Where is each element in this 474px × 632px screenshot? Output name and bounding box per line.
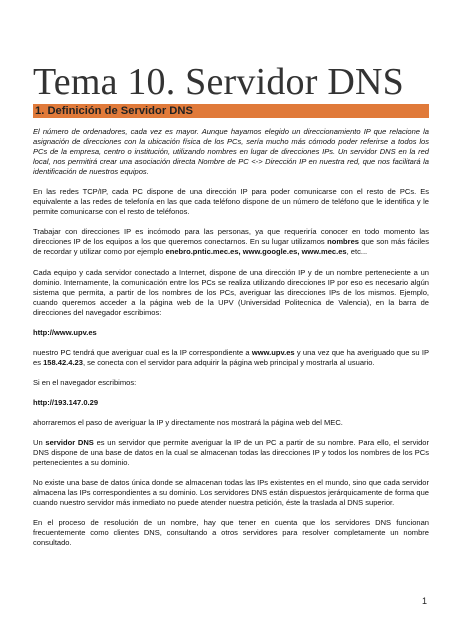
paragraph-nombres	[33, 227, 429, 257]
text: , etc...	[346, 247, 368, 257]
bold-text: servidor DNS	[45, 438, 94, 448]
bold-text: enebro.pntic.mec.es, www.google.es, www.mec.es	[165, 247, 347, 257]
document-body	[33, 127, 429, 558]
paragraph-dominio: Cada equipo y cada servidor conectado a Internet, dispone de una dirección IP y de un nombre perteneciente a un dominio. Internamente, la comunicación entre los PCs se realiza utilizando direcciones IP por eso es necesario algún sistema que permita, a partir de los nombres de los PCs, averiguar las direcciones IPs de los mismos. Ejemplo, cuando queremos acceder a la página web de la UPV (Universidad Politecnica de Valencia), en la barra de direcciones del navegador escribimos:	[33, 267, 429, 317]
url-example-upv: http://www.upv.es	[33, 327, 97, 337]
text: Un	[33, 438, 46, 448]
paragraph-averiguar-ip	[33, 348, 429, 368]
paragraph-jerarquia: No existe una base de datos única donde se almacenan todas las IPs existentes en el mundo, sino que cada servidor almacena las IPs correspondientes a su dominio. Los servidores DNS están dispuestos jerárquicamente de forma que cuando nuestro servidor más inmediato no puede atender nuestra petición, éste la traslada al DNS superior.	[33, 478, 429, 508]
bold-text: nombres	[327, 237, 359, 247]
page-title: Tema 10. Servidor DNS	[33, 61, 404, 103]
text: nuestro PC tendrá que averiguar cual es la IP correspondiente a	[33, 347, 252, 357]
text: y una vez que ha averiguado que su IP es	[33, 347, 429, 367]
bold-text: www.upv.es	[251, 347, 295, 357]
bold-text: 158.42.4.23	[43, 357, 83, 367]
text: Trabajar con direcciones IP es incómodo para las personas, ya que requeriría conocer en todo momento las direcciones IP de los equipos a los que queremos conectarnos. En su lugar utilizamos	[33, 227, 429, 247]
page-number: 1	[422, 596, 428, 606]
paragraph-resolucion: En el proceso de resolución de un nombre, hay que tener en cuenta que los servidores DNS funcionan frecuentemente como clientes DNS, consultando a otros servidores para resolver completamente un nombre consultado.	[33, 518, 429, 548]
text: que son más fáciles de recordar y utilizar como por ejemplo	[33, 237, 430, 257]
text: es un servidor que permite averiguar la IP de un PC a partir de su nombre. Para ello, el servidor DNS dispone de una base de datos en la cual se almacenan todas las direcciones IP y todos los nombres de los PCs pertenecientes a su dominio.	[33, 438, 429, 468]
url-example-ip: http://193.147.0.29	[33, 397, 99, 407]
intro-paragraph: El número de ordenadores, cada vez es mayor. Aunque hayamos elegido un direccionamiento IP que relacione la asignación de direcciones con la ubicación física de los PCs, sería mucho más cómodo poder referirse a todos los PCs de la empresa, centro o institución, utilizando nombres en lugar de direcciones IPs. Un servidor DNS en la red local, nos permitirá crear una asociación directa Nombre de PC <-> Dirección IP en nuestra red, que nos facilitará la identificación de nuestros equipos.	[33, 127, 429, 177]
paragraph-si-escribimos: Si en el navegador escribimos:	[33, 377, 137, 387]
paragraph-tcpip: En las redes TCP/IP, cada PC dispone de una dirección IP para poder comunicarse con el resto de PCs. Es equivalente a las redes de telefonía en las que cada teléfono dispone de un número de teléfono que le identifica y le permite comunicarse con el resto de teléfonos.	[33, 187, 429, 217]
paragraph-servidor-dns	[33, 438, 429, 468]
paragraph-ahorraremos: ahorraremos el paso de averiguar la IP y directamente nos mostrará la página web del MEC.	[33, 417, 343, 427]
section-heading: 1. Definición de Servidor DNS	[33, 104, 429, 118]
text: , se conecta con el servidor para adquirir la página web principal y mostrarla al usuario.	[82, 357, 375, 367]
